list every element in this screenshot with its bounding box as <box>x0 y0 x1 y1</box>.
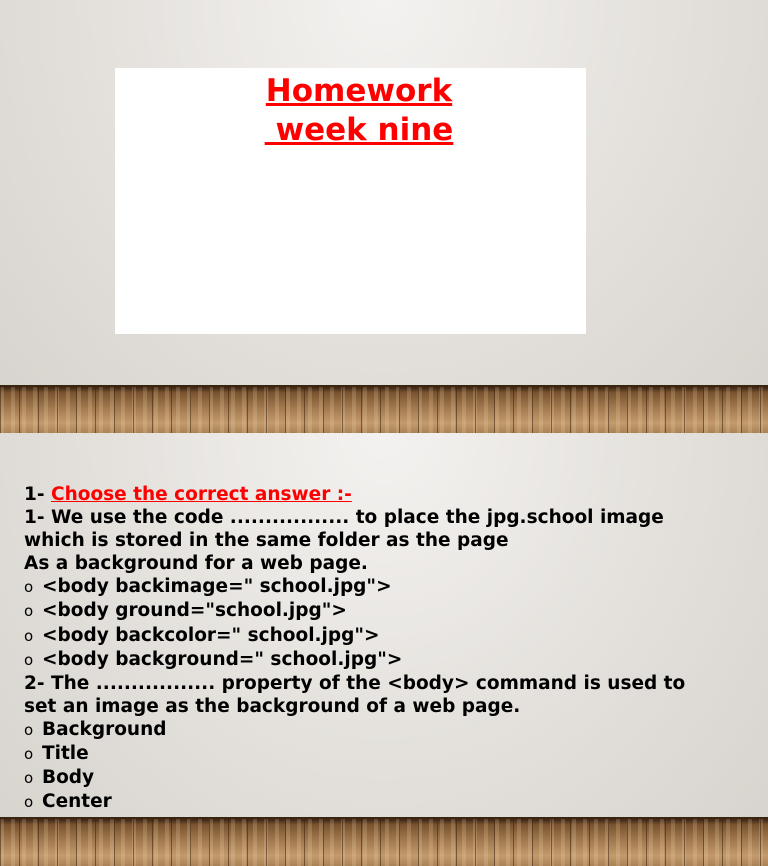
q1-line: which is stored in the same folder as the page <box>24 530 509 552</box>
q2-line: 2- The ................. property of the <body> command is used to <box>24 672 686 694</box>
option-text: Title <box>42 743 89 765</box>
option-text: <body ground="school.jpg"> <box>42 600 347 622</box>
bullet-icon: o <box>24 745 34 764</box>
wood-floor <box>0 385 768 433</box>
bullet-icon: o <box>24 578 34 597</box>
q2-option <box>24 790 744 814</box>
wood-floor <box>0 817 768 866</box>
q1-option <box>24 575 744 599</box>
option-text: Center <box>42 791 112 813</box>
bullet-icon: o <box>24 769 34 788</box>
slide-questions <box>0 433 768 866</box>
bullet-icon: o <box>24 650 34 669</box>
section-heading: Choose the correct answer :- <box>51 484 352 505</box>
q2-option <box>24 742 744 766</box>
option-text: Background <box>42 718 167 740</box>
q1-line: As a background for a web page. <box>24 553 368 575</box>
q1-option <box>24 648 744 672</box>
title-line-2: week nine <box>264 112 454 148</box>
bullet-icon: o <box>24 602 34 621</box>
option-text: Body <box>42 767 95 789</box>
option-text: <body backcolor=" school.jpg"> <box>42 624 380 646</box>
section-number: 1- <box>24 484 51 505</box>
q2-line: set an image as the background of a web page. <box>24 695 521 717</box>
section-heading-line <box>24 483 744 506</box>
q1-option <box>24 624 744 648</box>
option-text: <body background=" school.jpg"> <box>42 648 403 670</box>
bullet-icon: o <box>24 793 34 812</box>
homework-title <box>115 72 603 150</box>
bullet-icon: o <box>24 720 34 739</box>
option-text: <body backimage=" school.jpg"> <box>42 576 392 598</box>
question-content <box>24 483 744 814</box>
q2-option <box>24 766 744 790</box>
q1-line: 1- We use the code ................. to place the jpg.school image <box>24 507 664 529</box>
q2-option <box>24 718 744 742</box>
bullet-icon: o <box>24 626 34 645</box>
title-line-1: Homework <box>265 73 453 109</box>
q1-option <box>24 599 744 623</box>
